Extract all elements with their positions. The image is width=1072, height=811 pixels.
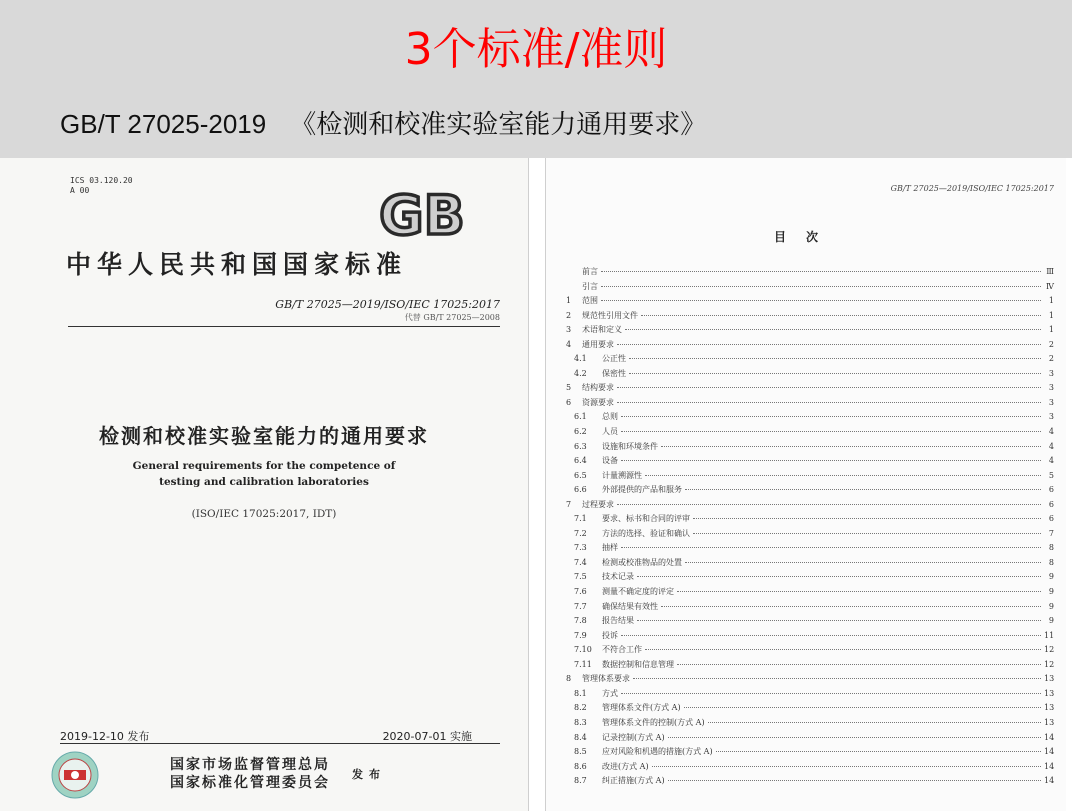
- toc-entry-label: 投诉: [602, 630, 618, 640]
- toc-leader-dots: [716, 751, 1041, 752]
- toc-entry-label: 规范性引用文件: [582, 310, 638, 320]
- toc-entry-label: 方法的选择、验证和确认: [602, 528, 690, 538]
- toc-entry-page: 14: [1044, 747, 1055, 757]
- toc-entry-number: 6: [566, 397, 572, 407]
- toc-entry: [566, 295, 1054, 310]
- toc-entry-number: 4.2: [574, 368, 587, 378]
- toc-entry-label: 总则: [602, 412, 618, 422]
- toc-page: [545, 158, 1066, 811]
- toc-leader-dots: [677, 591, 1041, 592]
- toc-entry-number: 8.7: [574, 776, 587, 786]
- toc-leader-dots: [601, 286, 1041, 287]
- toc-entry-page: 3: [1048, 383, 1054, 393]
- toc-entry-label: 要求、标书和合同的评审: [602, 514, 690, 524]
- toc-leader-dots: [621, 635, 1041, 636]
- toc-entry: [566, 702, 1054, 717]
- toc-entry: [566, 339, 1054, 354]
- standard-number-block: [275, 298, 500, 323]
- cover-divider: [68, 326, 500, 327]
- toc-entry-page: 14: [1044, 732, 1055, 742]
- national-standard-heading: 中华人民共和国国家标准: [66, 250, 408, 279]
- toc-entry: [566, 411, 1054, 426]
- idt-note: (ISO/IEC 17025:2017, IDT): [191, 508, 337, 520]
- toc-leader-dots: [641, 315, 1041, 316]
- chinese-title: 检测和校准实验室能力的通用要求: [99, 424, 429, 448]
- toc-entry: [566, 441, 1054, 456]
- toc-entry-number: 8.3: [574, 717, 587, 727]
- toc-leader-dots: [668, 780, 1041, 781]
- toc-entry-label: 过程要求: [582, 499, 614, 509]
- toc-entry-number: 7.8: [574, 616, 587, 626]
- toc-list: [566, 266, 1054, 790]
- toc-entry-page: 9: [1048, 587, 1054, 597]
- toc-entry-label: 检测或校准物品的处置: [602, 557, 682, 567]
- toc-entry: [566, 586, 1054, 601]
- seal-icon: [50, 750, 100, 800]
- toc-leader-dots: [617, 504, 1041, 505]
- cover-bottom-divider: [60, 743, 500, 744]
- toc-entry-number: 7: [566, 499, 572, 509]
- toc-entry-number: 3: [566, 325, 572, 335]
- toc-entry-number: 4: [566, 339, 572, 349]
- standard-name: 《检测和校准实验室能力通用要求》: [290, 109, 707, 139]
- toc-entry-number: 4.1: [574, 354, 587, 364]
- toc-leader-dots: [684, 707, 1041, 708]
- toc-entry-page: 4: [1048, 456, 1054, 466]
- toc-entry-page: 13: [1044, 703, 1055, 713]
- implementation-date: 2020-07-01 实施: [382, 730, 472, 743]
- toc-entry-page: 13: [1044, 717, 1055, 727]
- toc-leader-dots: [617, 387, 1041, 388]
- toc-leader-dots: [617, 344, 1041, 345]
- toc-entry-number: 6.3: [574, 441, 587, 451]
- toc-entry-label: 记录控制(方式 A): [602, 732, 665, 742]
- toc-entry-label: 方式: [602, 688, 618, 698]
- toc-entry-label: 人员: [602, 427, 618, 437]
- toc-entry-label: 前言: [582, 267, 598, 276]
- toc-leader-dots: [621, 460, 1041, 461]
- toc-entry-page: 1: [1048, 310, 1054, 320]
- toc-leader-dots: [645, 649, 1041, 650]
- toc-entry-page: 9: [1048, 616, 1054, 626]
- toc-entry-number: 1: [566, 296, 572, 306]
- toc-entry: [566, 673, 1054, 688]
- publish-label: 发布: [352, 768, 386, 781]
- toc-entry-number: 6.5: [574, 470, 587, 480]
- toc-entry: [566, 513, 1054, 528]
- toc-entry-number: 7.4: [574, 557, 587, 567]
- toc-entry-number: 7.2: [574, 528, 587, 538]
- toc-entry-page: 8: [1048, 543, 1054, 553]
- gb-logo: [368, 188, 476, 240]
- toc-entry-label: 保密性: [602, 368, 626, 378]
- toc-leader-dots: [625, 329, 1041, 330]
- toc-entry-label: 范围: [582, 296, 598, 306]
- toc-entry-page: 12: [1044, 645, 1055, 655]
- toc-leader-dots: [621, 547, 1041, 548]
- toc-entry-page: 6: [1048, 499, 1054, 509]
- toc-entry: [566, 470, 1054, 485]
- toc-entry: [566, 281, 1054, 296]
- toc-leader-dots: [633, 678, 1041, 679]
- english-title-line: testing and calibration laboratories: [159, 476, 369, 488]
- english-title-line: General requirements for the competence of: [132, 460, 396, 472]
- standard-code: GB/T 27025-2019: [60, 109, 267, 139]
- toc-entry: [566, 659, 1054, 674]
- toc-entry-number: 8.2: [574, 703, 587, 713]
- toc-entry: [566, 426, 1054, 441]
- toc-entry-number: 8.5: [574, 747, 587, 757]
- issuer: 国家标准化管理委员会: [170, 775, 330, 791]
- toc-leader-dots: [629, 358, 1041, 359]
- toc-entry-label: 术语和定义: [582, 325, 622, 335]
- toc-entry: [566, 732, 1054, 747]
- toc-entry-page: 6: [1048, 485, 1054, 495]
- toc-entry: [566, 310, 1054, 325]
- toc-entry: [566, 630, 1054, 645]
- toc-leader-dots: [677, 664, 1041, 665]
- toc-entry: [566, 601, 1054, 616]
- toc-entry-page: 12: [1044, 659, 1055, 669]
- ics-number: ICS 03.120.20: [70, 176, 133, 185]
- toc-leader-dots: [645, 475, 1041, 476]
- toc-entry-number: 8.4: [574, 732, 587, 742]
- toc-leader-dots: [693, 518, 1041, 519]
- toc-entry-page: 14: [1044, 776, 1055, 786]
- toc-entry-page: 13: [1044, 688, 1055, 698]
- toc-leader-dots: [693, 533, 1041, 534]
- toc-leader-dots: [621, 693, 1041, 694]
- toc-entry-label: 抽样: [602, 543, 618, 553]
- toc-entry-page: 2: [1048, 339, 1054, 349]
- toc-entry-label: 数据控制和信息管理: [602, 659, 674, 669]
- toc-leader-dots: [668, 737, 1041, 738]
- toc-leader-dots: [685, 562, 1041, 563]
- toc-entry-number: 7.7: [574, 601, 587, 611]
- ccs-number: A 00: [70, 186, 90, 195]
- toc-leader-dots: [708, 722, 1041, 723]
- toc-leader-dots: [637, 620, 1041, 621]
- toc-entry-label: 外部提供的产品和服务: [602, 485, 682, 495]
- toc-entry-label: 管理体系文件(方式 A): [602, 703, 681, 713]
- toc-entry-label: 报告结果: [602, 616, 634, 626]
- toc-entry-label: 公正性: [602, 354, 626, 364]
- issuer: 国家市场监督管理总局: [170, 757, 330, 773]
- toc-entry-number: 8.1: [574, 688, 587, 698]
- toc-entry-label: 不符合工作: [602, 645, 642, 655]
- toc-entry-page: 1: [1048, 296, 1054, 306]
- toc-entry-label: 测量不确定度的评定: [602, 587, 674, 597]
- toc-entry: [566, 397, 1054, 412]
- issue-date: 2019-12-10 发布: [60, 730, 150, 743]
- toc-entry-number: 7.5: [574, 572, 587, 582]
- toc-entry: [566, 382, 1054, 397]
- toc-entry: [566, 571, 1054, 586]
- toc-leader-dots: [629, 373, 1041, 374]
- toc-leader-dots: [621, 431, 1041, 432]
- toc-entry-page: 3: [1048, 397, 1054, 407]
- toc-leader-dots: [661, 606, 1041, 607]
- toc-entry-label: 设施和环境条件: [602, 441, 658, 451]
- toc-entry-page: 14: [1044, 761, 1055, 771]
- toc-entry-page: 11: [1044, 630, 1055, 640]
- toc-entry-label: 技术记录: [602, 572, 634, 582]
- toc-entry-number: 7.10: [574, 645, 592, 655]
- toc-entry-number: 7.9: [574, 630, 587, 640]
- toc-entry-page: 1: [1048, 325, 1054, 335]
- toc-leader-dots: [685, 489, 1041, 490]
- toc-entry-number: 6.4: [574, 456, 587, 466]
- toc-entry-number: 6.1: [574, 412, 587, 422]
- toc-entry-number: 2: [566, 310, 572, 320]
- slide-title: 3个标准/准则: [404, 24, 668, 75]
- slide-subtitle: [60, 106, 706, 142]
- toc-entry: [566, 775, 1054, 790]
- toc-entry-label: 引言: [582, 281, 598, 291]
- toc-entry: [566, 266, 1054, 281]
- toc-leader-dots: [637, 576, 1041, 577]
- toc-entry-label: 管理体系要求: [582, 674, 630, 684]
- toc-entry-page: 6: [1048, 514, 1054, 524]
- toc-entry: [566, 368, 1054, 383]
- toc-entry: [566, 484, 1054, 499]
- toc-entry-number: 7.6: [574, 587, 587, 597]
- toc-entry: [566, 644, 1054, 659]
- toc-entry-page: 4: [1048, 441, 1054, 451]
- toc-entry-page: 5: [1048, 470, 1054, 480]
- toc-entry-number: 6.6: [574, 485, 587, 495]
- toc-entry-page: 3: [1048, 368, 1054, 378]
- ics-code: [70, 176, 133, 196]
- toc-entry-page: Ⅳ: [1046, 281, 1054, 291]
- toc-entry-number: 6.2: [574, 427, 587, 437]
- toc-leader-dots: [617, 402, 1041, 403]
- toc-entry: [566, 455, 1054, 470]
- cover-page: [0, 158, 529, 811]
- toc-entry-number: 5: [566, 383, 572, 393]
- toc-entry: [566, 353, 1054, 368]
- toc-entry-label: 设备: [602, 456, 618, 466]
- toc-entry: [566, 542, 1054, 557]
- toc-entry-page: 7: [1048, 528, 1054, 538]
- issuing-authorities: [170, 756, 330, 792]
- toc-entry-page: 4: [1048, 427, 1054, 437]
- toc-entry: [566, 499, 1054, 514]
- toc-entry-label: 改进(方式 A): [602, 761, 649, 771]
- toc-entry-label: 结构要求: [582, 383, 614, 393]
- toc-entry: [566, 557, 1054, 572]
- toc-leader-dots: [601, 271, 1041, 272]
- toc-entry-label: 通用要求: [582, 339, 614, 349]
- toc-entry-number: 8.6: [574, 761, 587, 771]
- toc-leader-dots: [661, 446, 1041, 447]
- toc-entry-page: Ⅲ: [1046, 267, 1054, 276]
- toc-entry-label: 计量溯源性: [602, 470, 642, 480]
- toc-entry-label: 资源要求: [582, 397, 614, 407]
- toc-entry: [566, 717, 1054, 732]
- toc-leader-dots: [601, 300, 1041, 301]
- toc-entry-number: 8: [566, 674, 572, 684]
- toc-entry-page: 9: [1048, 601, 1054, 611]
- toc-entry: [566, 746, 1054, 761]
- toc-entry-page: 2: [1048, 354, 1054, 364]
- toc-title: 目次: [773, 230, 838, 244]
- replaces-standard: 代替 GB/T 27025—2008: [404, 313, 500, 322]
- toc-entry-label: 纠正措施(方式 A): [602, 776, 665, 786]
- toc-leader-dots: [621, 416, 1041, 417]
- toc-entry-number: 7.1: [574, 514, 587, 524]
- toc-leader-dots: [652, 766, 1041, 767]
- toc-header-number: GB/T 27025—2019/ISO/IEC 17025:2017: [890, 184, 1054, 193]
- toc-entry: [566, 615, 1054, 630]
- gb-logo-text: GB: [379, 188, 465, 240]
- toc-entry-label: 确保结果有效性: [602, 601, 658, 611]
- toc-entry-page: 9: [1048, 572, 1054, 582]
- toc-entry-label: 管理体系文件的控制(方式 A): [602, 717, 705, 727]
- toc-entry-number: 7.11: [574, 659, 592, 669]
- toc-entry-page: 13: [1044, 674, 1055, 684]
- toc-entry-page: 8: [1048, 557, 1054, 567]
- standard-number: GB/T 27025—2019/ISO/IEC 17025:2017: [275, 298, 500, 311]
- toc-entry: [566, 528, 1054, 543]
- toc-entry: [566, 324, 1054, 339]
- toc-entry-number: 7.3: [574, 543, 587, 553]
- toc-entry: [566, 688, 1054, 703]
- toc-entry-label: 应对风险和机遇的措施(方式 A): [602, 747, 713, 757]
- toc-entry: [566, 761, 1054, 776]
- english-title: [0, 458, 528, 490]
- toc-entry-page: 3: [1048, 412, 1054, 422]
